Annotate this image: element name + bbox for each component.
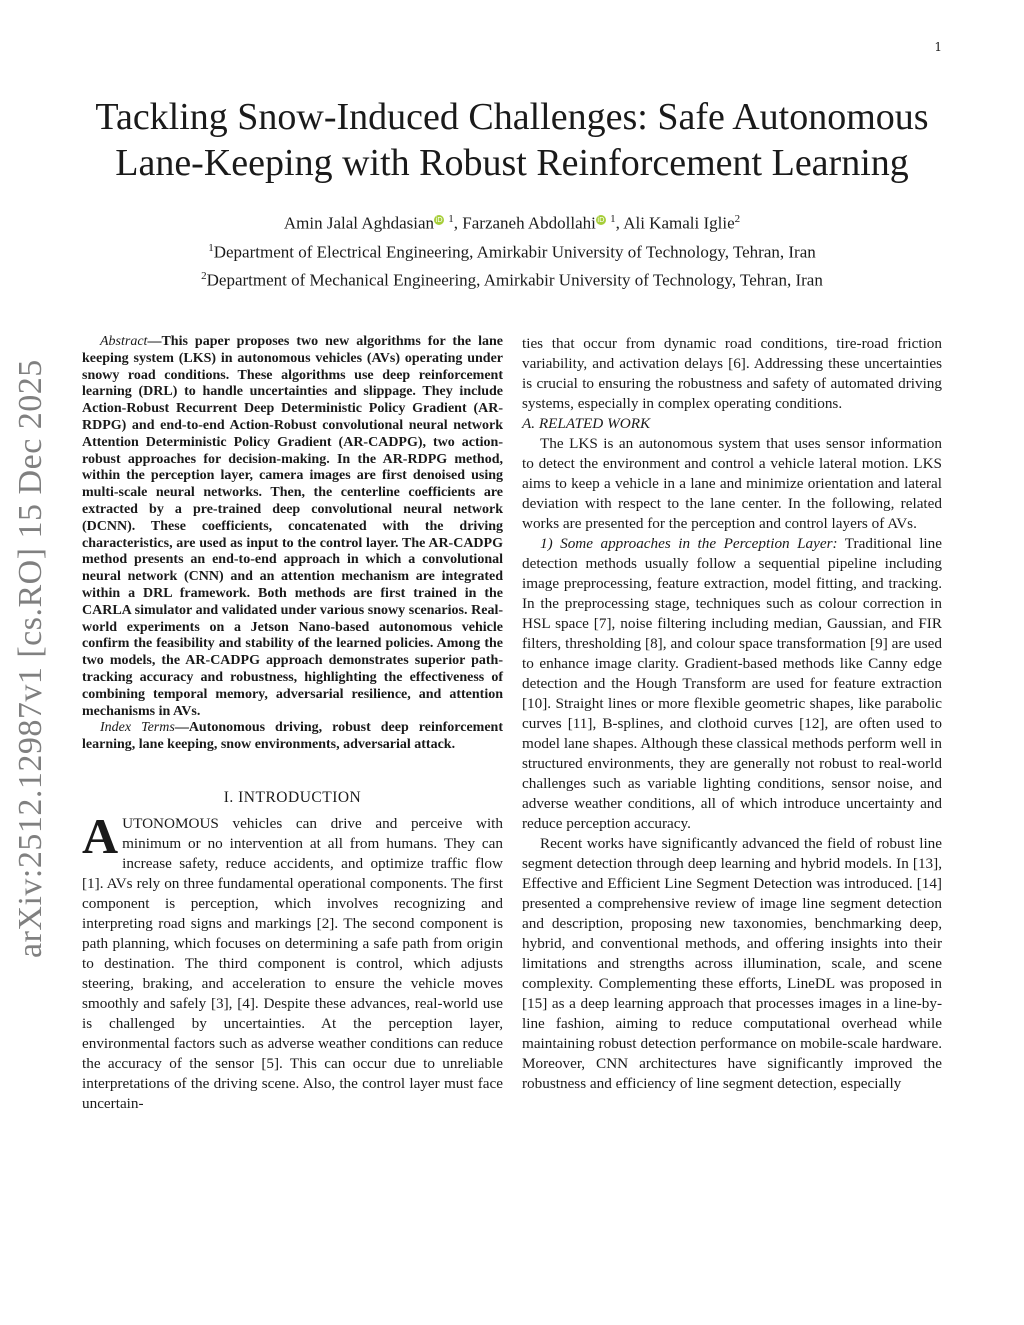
- author-line: Amin Jalal AghdasianiD $^1$, Farzaneh AbdollahiiD $^1$, Ali Kamali Iglie$^2$: [283, 213, 741, 233]
- abstract-label: Abstract: [100, 334, 148, 349]
- author-name: Farzaneh Abdollahi: [462, 213, 596, 233]
- abstract: [82, 334, 503, 720]
- author-affiliation-mark: 1: [448, 213, 454, 225]
- left-column: [82, 334, 503, 1114]
- author-affiliation-mark: 2: [734, 213, 741, 225]
- perception-paragraph: [522, 534, 942, 834]
- subsubsection-heading-perception: 1) Some approaches in the Perception Layer:: [540, 535, 838, 552]
- affiliation-text: Department of Electrical Engineering, Amirkabir University of Technology, Tehran, Iran: [213, 242, 816, 262]
- affiliation-number: 1: [208, 241, 214, 254]
- index-terms: [82, 720, 503, 754]
- index-terms-label: Index Terms: [100, 720, 175, 736]
- subsection-heading-related-work: A. RELATED WORK: [522, 415, 651, 432]
- abstract-text: —This paper proposes two new algorithms for the lane keeping system (LKS) in autonomous vehicles (AVs) operating under snowy road conditions. These algorithms use deep reinforcement learning (DRL) to handle uncertainties and slippage. They include Action-Robust Recurrent Deep Deterministic Policy Gradient (AR-RDPG) and end-to-end Action-Robust convolutional neural network Attention Deterministic Policy Gradient (AR-CADPG), two action-robust approaches for decision-making. In the AR-RDPG method, within the perception layer, camera images are first denoised using multi-scale neural networks. Then, the centerline coefficients are extracted by a pre-trained deep convolutional neural network (DCNN). These coefficients, concatenated with the driving characteristics, are used as input to the control layer. The AR-CADPG method presents an end-to-end approach in which a convolutional neural network (CNN) and an attention mechanism are integrated within a DRL framework. Both methods are first trained in the CARLA simulator and validated under various snowy scenarios. Real-world experiments on a Jetson Nano-based autonomous vehicle confirm the feasibility and stability of the learned policies. Among the two models, the AR-CADPG approach demonstrates superior path-tracking accuracy and robustness, highlighting the effectiveness of combining temporal memory, adversarial resilience, and attention mechanisms in AVs.: [82, 334, 503, 719]
- introduction-text: UTONOMOUS vehicles can drive and perceive with minimum or no intervention at all from humans. They can increase safety, reduce accidents, and optimize traffic flow [1]. AVs rely on three fundamental operational components. The first component is perception, which involves recognizing and interpreting road signs and markings [2]. The second component is path planning, which focuses on determining a safe path from origin to destination. The third component is control, which adjusts steering, braking, and acceleration to ensure the vehicle moves smoothly and safely [3], [4]. Despite these advances, real-world use is challenged by uncertainties. At the perception layer, environmental factors such as adverse weather conditions can reduce the accuracy of the sensor [5]. This can occur due to unreliable interpretations of the driving scene. Also, the control layer must face uncertain-: [82, 814, 503, 1112]
- affiliation-text: Department of Mechanical Engineering, Amirkabir University of Technology, Tehran, Iran: [206, 270, 823, 290]
- right-column: [522, 334, 942, 1094]
- affiliation-number: 2: [201, 270, 207, 283]
- orcid-icon[interactable]: iD: [435, 216, 443, 224]
- page-number: 1: [934, 40, 942, 54]
- section-heading-introduction: I. INTRODUCTION: [223, 788, 362, 806]
- continued-paragraph: ties that occur from dynamic road conditions, tire-road friction variability, and activation delays [6]. Addressing these uncertainties is crucial to ensuring the robustness and safety of automated driving systems, especially in complex operating conditions.: [522, 335, 942, 412]
- paper-title: [70, 94, 954, 186]
- related-work-paragraph: The LKS is an autonomous system that uses sensor information to detect the environment and control a vehicle lateral motion. LKS aims to keep a vehicle in a lane and minimize orientation and lateral deviation with respect to the lane center. In the following, related works are presented for the perception and control layers of AVs.: [522, 435, 942, 532]
- arxiv-identifier: arXiv:2512.12987v1 [cs.RO] 15 Dec 2025: [12, 359, 49, 958]
- author-name: Amin Jalal Aghdasian: [283, 213, 435, 233]
- author-name: Ali Kamali Iglie: [623, 213, 735, 233]
- index-terms-text: —Autonomous driving, robust deep reinforcement learning, lane keeping, snow environments, adversarial attack.: [82, 720, 503, 753]
- affiliation-2: [0, 264, 1024, 293]
- author-block: [0, 207, 1024, 293]
- recent-works-paragraph: Recent works have significantly advanced the field of robust line segment detection through deep learning and hybrid models. In [13], Effective and Efficient Line Segment Detection was introduced. [14] presented a comprehensive review of image line segment detection and description, proposing new taxonomies, benchmarking deep, hybrid, and conventional methods, and offering insights into their limitations and strengths across illumination, scale, and scene complexity. Complementing these efforts, LineDL was proposed in [15] as a deep learning approach that processes images in a line-by-line fashion, aiming to reduce computational overhead while maintaining robust detection performance on mobile-scale hardware. Moreover, CNN architectures have significantly improved the robustness and efficiency of line segment detection, especially: [522, 835, 942, 1092]
- title-line-2: Lane-Keeping with Robust Reinforcement Learning: [115, 142, 909, 184]
- affiliation-1: [0, 236, 1024, 265]
- introduction-paragraph: [82, 807, 503, 1114]
- perception-text: Traditional line detection methods usually follow a sequential pipeline including image preprocessing, feature extraction, model fitting, and tracking. In the preprocessing stage, techniques such as colour correction in HSL space [7], noise filtering including median, Gaussian, and FIR filters, thresholding [8], and colour space transformation [9] are used to enhance image clarity. Gradient-based methods like Canny edge detection and the Hough Transform are used for feature extraction [10]. Straight lines or more flexible geometric shapes, like parabolic curves [11], B-splines, and clothoid curves [12], are often used to model lane shapes. Although these classical methods perform well in structured environments, they are generally not robust to real-world challenges such as variable lighting conditions, sensor noise, and adverse weather conditions, all of which introduce uncertainty and reduce perception accuracy.: [522, 535, 942, 832]
- orcid-icon[interactable]: iD: [597, 216, 605, 224]
- drop-cap: A: [82, 807, 119, 864]
- title-line-1: Tackling Snow-Induced Challenges: Safe Autonomous: [95, 96, 929, 138]
- author-affiliation-mark: 1: [610, 213, 616, 225]
